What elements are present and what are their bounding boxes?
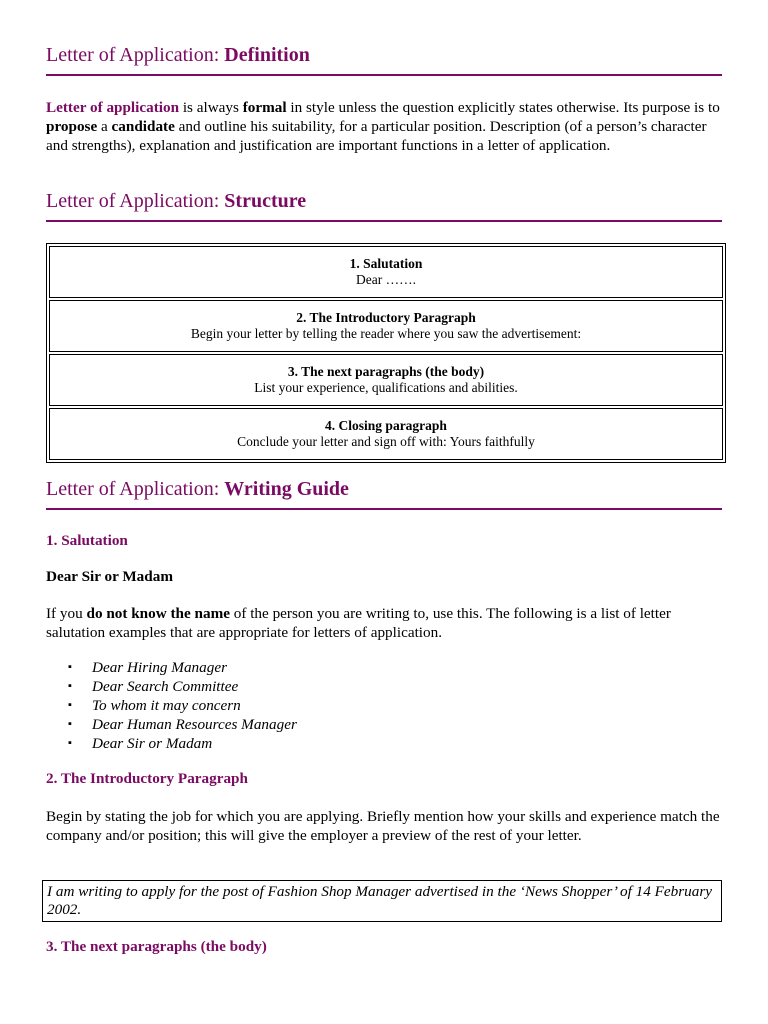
structure-row-title: 4. Closing paragraph <box>325 418 447 433</box>
writing-guide-heading <box>46 478 722 510</box>
definition-paragraph <box>46 98 722 155</box>
term-propose: propose <box>46 118 98 135</box>
structure-row-introductory <box>49 300 723 352</box>
structure-row-title: 2. The Introductory Paragraph <box>296 310 476 325</box>
text-span: is always <box>179 99 243 116</box>
text-span: in style unless the question explicitly states otherwise. Its purpose is to <box>286 99 720 116</box>
list-item: ▪ Dear Human Resources Manager <box>46 715 297 734</box>
term-letter-of-application: Letter of application <box>46 99 180 116</box>
body-subheading: 3. The next paragraphs (the body) <box>46 938 267 955</box>
definition-heading-strong: Definition <box>224 44 310 66</box>
salutation-paragraph <box>46 604 722 642</box>
structure-row-text: Conclude your letter and sign off with: Yours faithfully <box>237 434 535 449</box>
term-candidate: candidate <box>111 118 175 135</box>
definition-heading <box>46 44 722 76</box>
structure-heading <box>46 190 722 222</box>
writing-guide-heading-prefix: Letter of Application: <box>46 478 220 500</box>
structure-heading-strong: Structure <box>224 190 307 212</box>
structure-row-body <box>49 354 723 406</box>
text-span: a <box>97 118 112 135</box>
structure-row-closing <box>49 408 723 460</box>
structure-table <box>46 243 726 463</box>
list-item: ▪ Dear Hiring Manager <box>46 658 297 677</box>
structure-row-salutation <box>49 246 723 298</box>
structure-row-title: 3. The next paragraphs (the body) <box>287 364 485 379</box>
list-item: ▪ Dear Sir or Madam <box>46 734 297 753</box>
introductory-paragraph: Begin by stating the job for which you are applying. Briefly mention how your skills and experience match the company and/or position; this will give the employer a preview of the rest of your letter. <box>46 808 720 844</box>
structure-row-text: Begin your letter by telling the reader where you saw the advertisement: <box>190 326 582 341</box>
definition-heading-prefix: Letter of Application: <box>46 44 220 66</box>
text-span: If you <box>46 605 87 622</box>
term-do-not-know-name: do not know the name <box>86 605 230 622</box>
structure-heading-prefix: Letter of Application: <box>46 190 220 212</box>
salutation-subheading: 1. Salutation <box>46 532 128 549</box>
dear-sir-madam: Dear Sir or Madam <box>46 568 173 585</box>
example-quote-box: I am writing to apply for the post of Fashion Shop Manager advertised in the ‘News Shopper’ of 14 February 2002. <box>42 880 722 922</box>
writing-guide-heading-strong: Writing Guide <box>224 478 349 500</box>
introductory-subheading: 2. The Introductory Paragraph <box>46 770 248 787</box>
structure-row-title: 1. Salutation <box>349 256 423 271</box>
structure-row-text: Dear ……. <box>356 272 416 287</box>
text-span: and outline his suitability, for a particular position. Description (of a person’s character and strengths), explanation and justification are important functions in a letter of application. <box>46 118 707 154</box>
list-item: ▪ To whom it may concern <box>46 696 297 715</box>
salutation-examples-list <box>46 658 297 753</box>
structure-row-text: List your experience, qualifications and abilities. <box>254 380 518 395</box>
text-span: of the person you are writing to, use this. The following is a list of letter salutation examples that are appropriate for letters of application. <box>46 605 671 641</box>
term-formal: formal <box>242 99 287 116</box>
list-item: ▪ Dear Search Committee <box>46 677 297 696</box>
